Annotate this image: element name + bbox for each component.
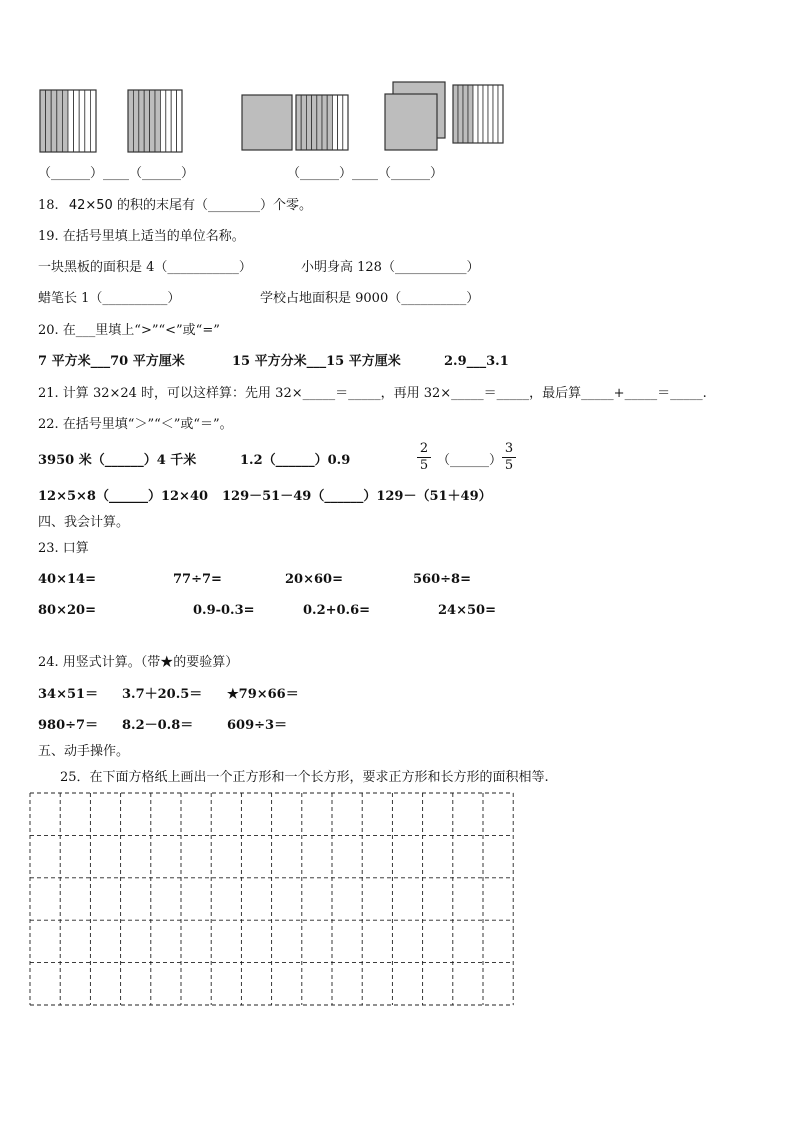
q19-item-4[interactable]: 学校占地面积是 9000（__________） (260, 291, 480, 306)
q22-title: 22. 在括号里填“＞”“＜”或“＝”。 (38, 417, 233, 432)
q22-fraction-right (502, 441, 516, 474)
q18-line (38, 198, 312, 214)
section-5-heading: 五、动手操作。 (38, 744, 130, 759)
q17-answer-left[interactable]: （______）____（______） (38, 166, 195, 181)
q17-answer-right[interactable]: （______）____（______） (287, 166, 444, 181)
q23-item-6[interactable]: 0.9-0.3= (193, 603, 255, 618)
stripe-figure-2 (128, 90, 182, 152)
q23-item-5[interactable]: 80×20= (38, 603, 96, 618)
q24-item-3[interactable]: ★79×66＝ (227, 687, 299, 702)
stripe-figure-4 (296, 95, 348, 150)
square-figure-3 (242, 95, 292, 150)
frac-right-num: 3 (502, 441, 516, 458)
q25-grid-paper[interactable] (28, 791, 518, 1009)
q23-item-1[interactable]: 40×14= (38, 572, 96, 587)
q22-item-5[interactable]: 129－51－49（______）129－（51＋49） (222, 489, 492, 504)
q23-title: 23. 口算 (38, 541, 89, 556)
stripe-figure-1 (40, 90, 96, 152)
q19-item-2[interactable]: 小明身高 128（___________） (301, 260, 480, 275)
q22-fraction-left (417, 441, 431, 474)
q23-item-7[interactable]: 0.2+0.6= (303, 603, 371, 618)
q20-title: 20. 在___里填上“>”“<”或“=” (38, 323, 220, 338)
q19-item-1[interactable]: 一块黑板的面积是 4（___________） (38, 260, 252, 275)
q24-item-4[interactable]: 980÷7＝ (38, 718, 99, 733)
q24-item-5[interactable]: 8.2－0.8＝ (122, 718, 194, 733)
q22-item-1[interactable]: 3950 米（______）4 千米 (38, 453, 197, 468)
q23-item-3[interactable]: 20×60= (285, 572, 343, 587)
q20-item-2[interactable]: 15 平方分米___15 平方厘米 (232, 354, 401, 369)
q19-item-3[interactable]: 蜡笔长 1（__________） (38, 291, 181, 306)
q18-text[interactable]: 的积的末尾有（________）个零。 (116, 198, 312, 213)
q22-item-2[interactable]: 1.2（______）0.9 (240, 453, 351, 468)
q18-num: 18. (38, 198, 59, 213)
q24-item-1[interactable]: 34×51＝ (38, 687, 99, 702)
q24-item-6[interactable]: 609÷3＝ (227, 718, 288, 733)
q18-expr: 42×50 (68, 198, 113, 213)
q23-item-8[interactable]: 24×50= (438, 603, 496, 618)
frac-right-den: 5 (504, 458, 514, 473)
q17-figures (0, 0, 794, 160)
q21-text[interactable]: 21. 计算 32×24 时，可以这样算：先用 32×_____＝_____，再用 32×_____＝_____，最后算_____+_____＝_____. (38, 386, 707, 401)
q23-item-2[interactable]: 77÷7= (173, 572, 222, 587)
frac-left-num: 2 (417, 441, 431, 458)
q22-item-4[interactable]: 12×5×8（______）12×40 (38, 489, 209, 504)
q20-item-1[interactable]: 7 平方米___70 平方厘米 (38, 354, 185, 369)
stripe-figure-6 (453, 85, 503, 143)
q24-item-2[interactable]: 3.7＋20.5＝ (122, 687, 203, 702)
q20-item-3[interactable]: 2.9___3.1 (444, 354, 509, 369)
frac-left-den: 5 (419, 458, 429, 473)
section-4-heading: 四、我会计算。 (38, 515, 130, 530)
q24-title: 24. 用竖式计算。（带★的要验算） (38, 655, 239, 670)
q23-item-4[interactable]: 560÷8= (413, 572, 471, 587)
q22-item-3[interactable]: （______） (437, 453, 503, 468)
square-figure-5 (385, 82, 445, 150)
q19-title: 19. 在括号里填上适当的单位名称。 (38, 229, 245, 244)
q25-text: 25．在下面方格纸上画出一个正方形和一个长方形，要求正方形和长方形的面积相等. (60, 770, 549, 785)
